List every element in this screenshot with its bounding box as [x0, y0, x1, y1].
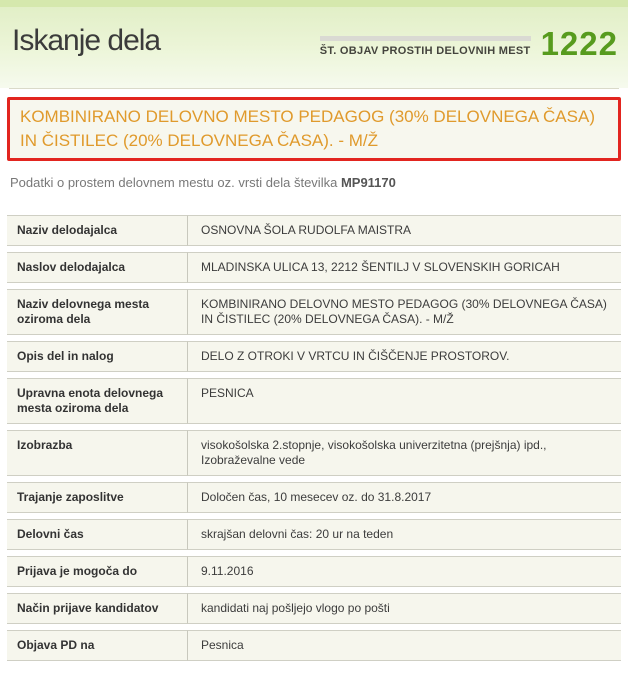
row-label: Izobrazba — [7, 430, 187, 476]
table-row — [7, 556, 621, 587]
row-label: Naziv delovnega mesta oziroma dela — [7, 289, 187, 335]
row-value: kandidati naj pošljejo vlogo po pošti — [187, 593, 621, 624]
row-label: Opis del in nalog — [7, 341, 187, 372]
row-label: Prijava je mogoča do — [7, 556, 187, 587]
row-label: Naziv delodajalca — [7, 215, 187, 246]
header-top-strip — [0, 0, 628, 7]
page-title: Iskanje dela — [12, 24, 161, 57]
table-row — [7, 519, 621, 550]
row-label: Upravna enota delovnega mesta oziroma dela — [7, 378, 187, 424]
row-label: Objava PD na — [7, 630, 187, 661]
counter-label: ŠT. OBJAV PROSTIH DELOVNIH MEST — [319, 45, 531, 57]
row-value: MLADINSKA ULICA 13, 2212 ŠENTILJ V SLOVENSKIH GORICAH — [187, 252, 621, 283]
table-row — [7, 215, 621, 246]
job-details-table — [7, 209, 621, 667]
job-subtitle — [10, 175, 621, 190]
row-value: visokošolska 2.stopnje, visokošolska univerzitetna (prejšnja) ipd., Izobraževalne vede — [187, 430, 621, 476]
table-row — [7, 341, 621, 372]
job-details-table-body — [7, 215, 621, 661]
highlighted-job-title[interactable]: KOMBINIRANO DELOVNO MESTO PEDAGOG (30% DELOVNEGA ČASA) IN ČISTILEC (20% DELOVNEGA ČASA). - M/Ž — [7, 97, 621, 161]
counter-value: 1222 — [540, 25, 618, 62]
page-header — [0, 0, 628, 88]
counter-bar — [320, 36, 531, 41]
row-value: OSNOVNA ŠOLA RUDOLFA MAISTRA — [187, 215, 621, 246]
row-label: Delovni čas — [7, 519, 187, 550]
table-row — [7, 430, 621, 476]
table-row — [7, 289, 621, 335]
table-row — [7, 252, 621, 283]
row-value: DELO Z OTROKI V VRTCU IN ČIŠČENJE PROSTOROV. — [187, 341, 621, 372]
row-value: Pesnica — [187, 630, 621, 661]
main-content — [0, 97, 628, 667]
table-row — [7, 482, 621, 513]
table-row — [7, 378, 621, 424]
row-value: PESNICA — [187, 378, 621, 424]
row-value: skrajšan delovni čas: 20 ur na teden — [187, 519, 621, 550]
row-label: Naslov delodajalca — [7, 252, 187, 283]
table-row — [7, 630, 621, 661]
row-label: Trajanje zaposlitve — [7, 482, 187, 513]
header-divider — [9, 88, 619, 89]
job-subtitle-text: Podatki o prostem delovnem mestu oz. vrsti dela številka — [10, 175, 338, 190]
row-label: Način prijave kandidatov — [7, 593, 187, 624]
vacancy-counter — [319, 25, 618, 62]
row-value: 9.11.2016 — [187, 556, 621, 587]
row-value: Določen čas, 10 mesecev oz. do 31.8.2017 — [187, 482, 621, 513]
job-reference-number: MP91170 — [340, 175, 396, 190]
table-row — [7, 593, 621, 624]
row-value: KOMBINIRANO DELOVNO MESTO PEDAGOG (30% DELOVNEGA ČASA) IN ČISTILEC (20% DELOVNEGA ČASA). - M/Ž — [187, 289, 621, 335]
